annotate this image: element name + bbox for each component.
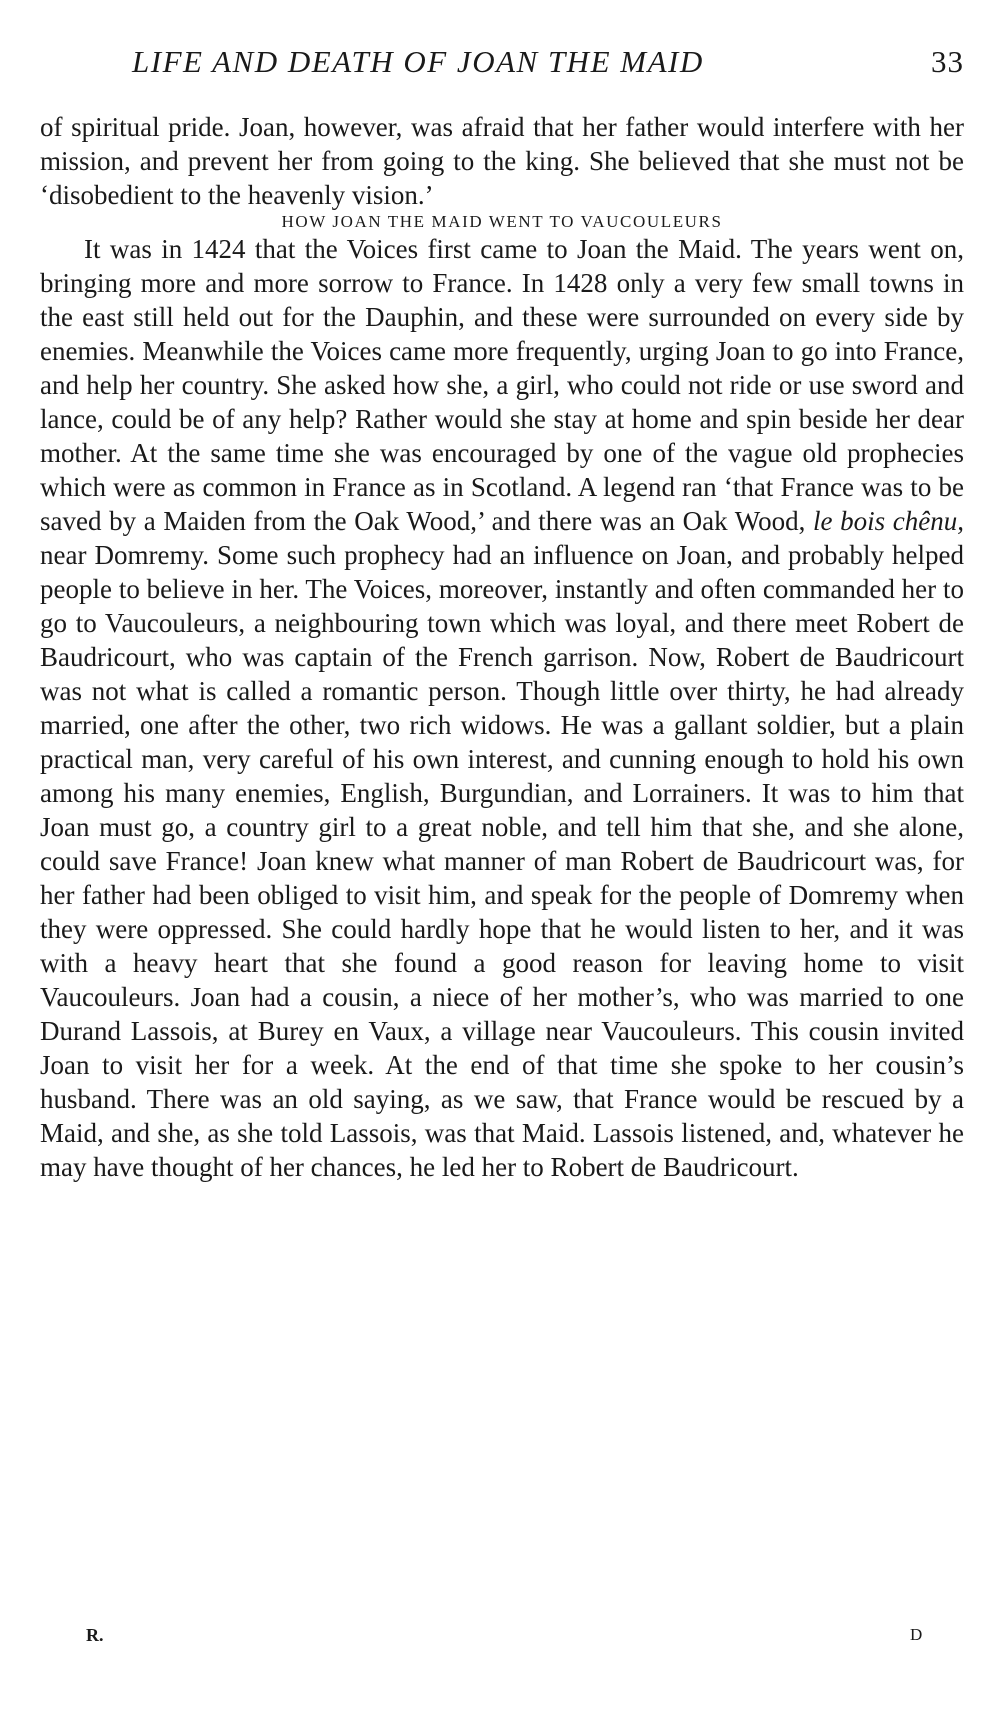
signature-mark-right: D: [910, 1625, 923, 1644]
main-paragraph-part-2: near Domremy. Some such prophecy had an influence on Joan, and probably helped people to believe in her. The Voices, moreover, instantly and often commanded her to go to Vaucouleurs, a neighbouring town which was loyal, and there meet Robert de Baudricourt, who was captain of the French garrison. Now, Robert de Baudricourt was not what is called a romantic person. Though little over thirty, he had already married, one after the other, two rich widows. He was a gallant soldier, but a plain practical man, very careful of his own interest, and cunning enough to hold his own among his many enemies, English, Burgundian, and Lorrainers. It was to him that Joan must go, a country girl to a great noble, and tell him that she, and she alone, could save France! Joan knew what manner of man Robert de Baudricourt was, for her father had been obliged to visit him, and speak for the people of Domremy when they were oppressed. She could hardly hope that he would listen to her, and it was with a heavy heart that she found a good reason for leaving home to visit Vaucouleurs. Joan had a cousin, a niece of her mother’s, who was married to one Durand Lassois, at Burey en Vaux, a village near Vaucouleurs. This cousin invited Joan to visit her for a week. At the end of that time she spoke to her cousin’s husband. There was an old saying, as we saw, that France would be rescued by a Maid, and she, as she told Lassois, was that Maid. Lassois listened, and, whatever he may have thought of her chances, he led her to Robert de Baudricourt.: [40, 540, 964, 1182]
main-paragraph-part-1: It was in 1424 that the Voices first came to Joan the Maid. The years went on, bringing more and more sorrow to France. In 1428 only a very few small towns in the east still held out for the Dauphin, and these were surrounded on every side by enemies. Meanwhile the Voices came more frequently, urging Joan to go into France, and help her country. She asked how she, a girl, who could not ride or use sword and lance, could be of any help? Rather would she stay at home and spin beside her dear mother. At the same time she was encouraged by one of the vague old prophecies which were as common in France as in Scotland. A legend ran ‘that France was to be saved by a Maiden from the Oak Wood,’ and there was an Oak Wood,: [40, 234, 964, 536]
opening-paragraph: of spiritual pride. Joan, however, was afraid that her father would interfere with her mission, and prevent her from going to the king. She believed that she must not be ‘disobedient to the heavenly vision.’: [40, 112, 964, 210]
section-heading: HOW JOAN THE MAID WENT TO VAUCOULEURS: [281, 212, 723, 231]
page-number: 33: [931, 44, 964, 79]
main-paragraph: [40, 232, 964, 1184]
italic-phrase: le bois chênu,: [813, 506, 965, 536]
body-text: [40, 110, 964, 1184]
running-title: LIFE AND DEATH OF JOAN THE MAID: [132, 44, 704, 79]
signature-mark-left: R.: [86, 1625, 104, 1645]
